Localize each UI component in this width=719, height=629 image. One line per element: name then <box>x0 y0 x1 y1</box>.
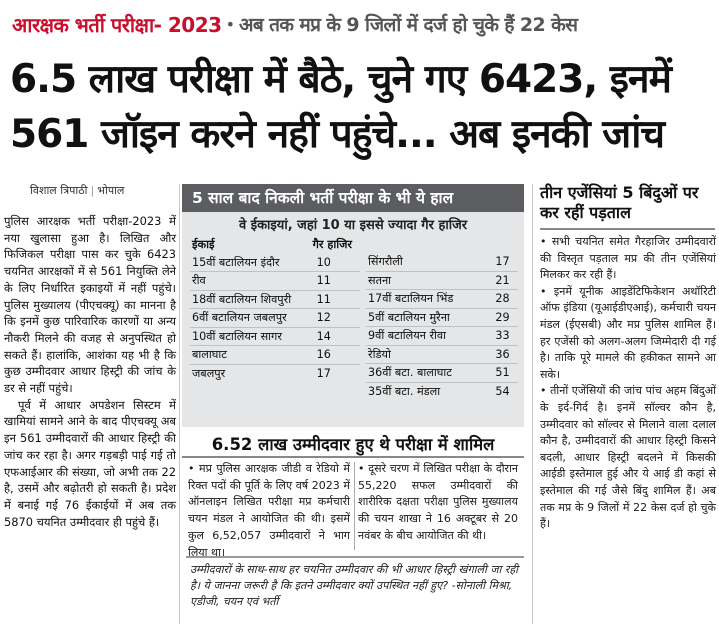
table-row <box>190 327 360 346</box>
absent-cell: 51 <box>489 364 518 383</box>
absent-cell: 54 <box>495 384 510 398</box>
absent-cell: 11 <box>311 272 360 291</box>
right-column-heading: तीन एजेंसियां 5 बिंदुओं पर कर रहीं पड़ताल <box>540 183 699 222</box>
table-row <box>366 308 518 327</box>
unit-cell: 15वीं बटालियन इंदौर <box>190 254 311 272</box>
kicker-label: आरक्षक भर्ती परीक्षा- 2023 <box>12 12 222 37</box>
unit-cell: जबलपुर <box>192 366 226 380</box>
unit-cell: 35वीं बटा. मंडला <box>368 384 441 398</box>
absent-cell: 28 <box>489 290 518 309</box>
column-header-absent: गैर हाजिर <box>312 238 353 252</box>
headline-line-2: 561 जॉइन करने नहीं पहुंचे... अब इनकी जांच <box>10 112 665 157</box>
section-title-candidates: 6.52 लाख उम्मीदवार हुए थे परीक्षा में शामिल <box>211 435 495 454</box>
official-quote: उम्मीदवारों के साथ-साथ हर चयनित उम्मीदवार की भी आधार हिस्ट्री खंगाली जा रही है। ये जानना जरूरी है कि इतने उम्मीदवार क्यों उपस्थित नहीं हुए? -सोनाली मिश्रा, एडीजी, चयन एवं भर्ती <box>190 563 519 608</box>
table-row <box>190 254 360 272</box>
table-row <box>366 290 518 309</box>
absent-cell: 29 <box>489 308 518 327</box>
headline-line-1: 6.5 लाख परीक्षा में बैठे, चुने गए 6423, इनमें <box>10 57 671 102</box>
unit-cell: 18वीं बटालियन शिवपुरी <box>190 290 311 309</box>
table-row <box>366 271 518 290</box>
kicker-strip <box>0 0 719 48</box>
absent-cell: 11 <box>311 290 360 309</box>
table-row <box>190 272 360 291</box>
byline <box>30 183 124 198</box>
unit-cell: 6वीं बटालियन जबलपुर <box>190 309 311 328</box>
section-divider <box>182 456 524 458</box>
right-column-body <box>540 234 716 533</box>
table-row <box>190 346 360 365</box>
absent-cell: 33 <box>489 327 518 346</box>
unit-cell: बालाघाट <box>190 346 311 365</box>
table-row <box>366 253 518 271</box>
column-divider <box>179 184 180 624</box>
right-paragraph: • तीनों एजेंसियों की जांच पांच अहम बिंदुओं के इर्द-गिर्द है। इनमें सॉल्वर कौन है, उम्मीदवार को सॉल्वर से मिलाने वाला दलाल कौन है, उम्मीदवारों की आधार हिस्ट्री किसने बदली, आधार हिस्ट्री बदलने में किसकी आईडी इस्तेमाल हुई और ये आई डी कहां से इस्तेमाल की गई जैसे बिंदु शामिल हैं। अब तक मप्र के 9 जिलों में 22 केस दर्ज हो चुके हैं। <box>540 384 716 531</box>
table-row <box>366 364 518 383</box>
article-paragraph: पुलिस आरक्षक भर्ती परीक्षा-2023 में नया खुलासा हुआ है। लिखित और फिजिकल परीक्षा पास कर चुके 6423 चयनित आरक्षकों में से 561 नियुक्ति लेने के लिए निर्धारित इकाइयों में नहीं पहुंचे। पुलिस मुख्यालय (पीएचक्यू) का मानना है कि इनमें कुछ पारिवारिक कारणों या अन्य नौकरी मिलने की वजह से अनुपस्थित हो सकते हैं। हालांकि, आशंका यह भी है कि कुछ उम्मीदवार आधार हिस्ट्री की जांच के डर से नहीं पहुंचे। <box>4 214 176 396</box>
unit-cell: 17वीं बटालियन भिंड <box>366 290 489 309</box>
right-heading-rule <box>540 228 715 230</box>
units-table-subheading: वे ईकाइयां, जहां 10 या इससे ज्यादा गैर हाजिर <box>238 218 468 233</box>
left-article-body <box>4 213 176 530</box>
unit-cell: रीव <box>190 272 311 291</box>
units-table-heading: 5 साल बाद निकली भर्ती परीक्षा के भी ये हाल <box>182 184 524 212</box>
absent-cell: 36 <box>489 345 518 364</box>
absent-cell: 14 <box>311 327 360 346</box>
byline-separator: | <box>90 184 95 197</box>
column-divider <box>532 184 533 624</box>
right-paragraph: • इनमें यूनीक आइडेंटिफिकेशन अथॉरिटी ऑफ इंडिया (यूआईडीएआई), कर्मचारी चयन मंडल (ईएसबी) और मप्र पुलिस शामिल हैं। हर एजेंसी को अलग-अलग जिम्मेदारी दी गई है। ताकि पूरे मामले की हकीकत सामने आ सके। <box>540 284 716 381</box>
candidates-column-b: • दूसरे चरण में लिखित परीक्षा के दौरान 55,220 सफल उम्मीदवारों की शारीरिक दक्षता परीक्षा पुलिस मुख्यालय की चयन शाखा ने 16 अक्टूबर से 20 नवंबर के बीच आयोजित की थी। <box>358 462 518 542</box>
kicker-text: अब तक मप्र के 9 जिलों में दर्ज हो चुके हैं 22 केस <box>239 14 578 36</box>
unit-cell: 10वीं बटालियन सागर <box>190 327 311 346</box>
table-row <box>190 364 360 382</box>
column-divider <box>354 462 355 550</box>
table-row <box>366 345 518 364</box>
absent-cell: 10 <box>311 254 360 272</box>
absent-cell: 16 <box>311 346 360 365</box>
column-header-unit: ईकाई <box>192 238 215 252</box>
table-row <box>366 327 518 346</box>
absent-cell: 17 <box>489 253 518 271</box>
unit-cell: सतना <box>366 271 489 290</box>
absent-cell: 17 <box>316 366 331 380</box>
byline-author: विशाल त्रिपाठी <box>30 184 88 197</box>
unit-cell: 9वीं बटालियन रीवा <box>366 327 489 346</box>
units-table-left <box>190 236 360 382</box>
units-table-right <box>366 253 518 400</box>
absent-cell: 21 <box>489 271 518 290</box>
table-row <box>190 290 360 309</box>
unit-cell: 36वीं बटा. बालाघाट <box>366 364 489 383</box>
table-row <box>190 309 360 328</box>
absent-cell: 12 <box>311 309 360 328</box>
right-paragraph: • सभी चयनित समेत गैरहाजिर उम्मीदवारों की विस्तृत पड़ताल मप्र की तीन एजेंसियां मिलकर कर रही हैं। <box>540 235 716 282</box>
unit-cell: सिंगरौली <box>366 253 489 271</box>
unit-cell: 5वीं बटालियन मुरैना <box>366 308 489 327</box>
unit-cell: रेडियो <box>366 345 489 364</box>
candidates-column-a: • मप्र पुलिस आरक्षक जीडी व रेडियो में रिक्त पदों की पूर्ति के लिए वर्ष 2023 में ऑनलाइन लिखित परीक्षा मप्र कर्मचारी चयन मंडल ने आयोजित की थी। इसमें कुल 6,52,057 उम्मीदवारों ने भाग लिया था। <box>188 462 350 559</box>
bullet-separator: • <box>225 14 235 34</box>
byline-place: भोपाल <box>97 184 125 197</box>
article-paragraph: पूर्व में आधार अपडेशन सिस्टम में खामियां सामने आने के बाद पीएचक्यू अब इन 561 उम्मीदवारों की आधार हिस्ट्री की जांच कर रहा है। अगर गड़बड़ी पाई गई तो एफआईआर की संख्या, जो अभी तक 22 है, उसमें और बढ़ोतरी हो सकती है। प्रदेश में बनाई गई 76 ईकाईयों में अब तक 5870 चयनित उम्मीदवार ही पहुंचे हैं। <box>4 397 176 529</box>
table-row <box>366 382 518 400</box>
